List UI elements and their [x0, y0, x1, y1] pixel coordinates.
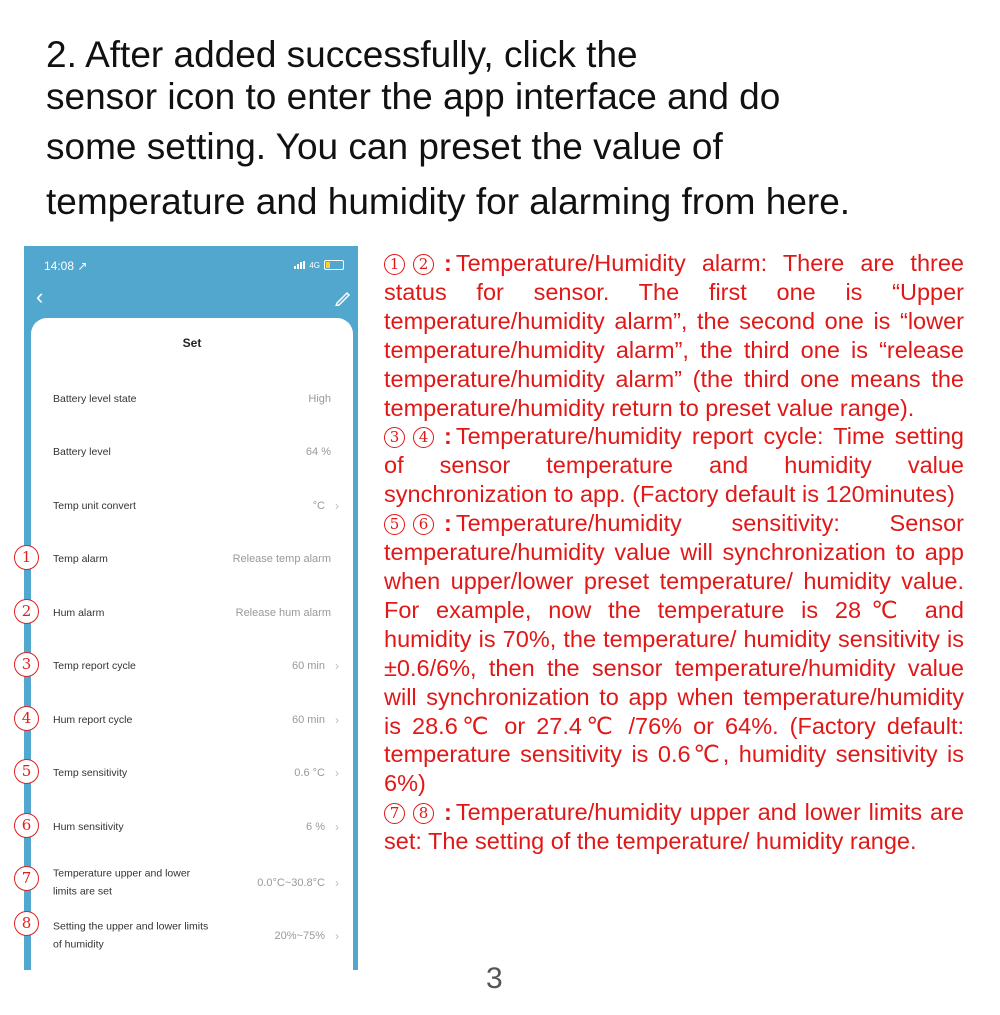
chevron-right-icon: › [335, 929, 339, 943]
page-number: 3 [486, 962, 503, 995]
number-badge: 6 [413, 514, 434, 535]
heading-line: some setting. You can preset the value of [46, 126, 723, 167]
chevron-right-icon: › [335, 766, 339, 780]
edit-icon[interactable] [334, 290, 352, 306]
signal-icon [294, 261, 305, 269]
explanation-body: Temperature/humidity report cycle: Time setting of sensor temperature and humidity value synchronization to app. (Factory default is 120minutes) [384, 423, 964, 508]
explanation-body: Temperature/Humidity alarm: There are three status for sensor. The first one is “Upper temperature/humidity alarm”, the second one is “lower temperature/humidity alarm”, the third one is “release temperature/humidity alarm” (the third one means the temperature/humidity return to preset value range). [384, 250, 964, 421]
setting-value: 60 min [291, 714, 325, 726]
marker-3: 3 [14, 652, 39, 677]
setting-label: Temp unit convert [53, 499, 136, 512]
setting-label: Temp report cycle [53, 659, 136, 672]
setting-row-battery-level-state[interactable] [31, 379, 353, 419]
setting-value: Release hum alarm [235, 607, 331, 619]
number-badge: 1 [384, 254, 405, 275]
setting-label: Temp alarm [53, 552, 108, 565]
chevron-right-icon: › [335, 499, 339, 513]
explanation-sensitivity: 5 6 : Temperature/humidity sensitivity: Sensor temperature/humidity value will synchronization to app when upper/lower preset temperature/ humidity value. For example, now the temperature is 28℃ and humidity is 70%, the temperature/ humidity sensitivity is ±0.6/6%, then the sensor temperature/humidity value will synchronization to app when temperature/humidity is 28.6℃ or 27.4℃ /76% or 64%. (Factory default: temperature sensitivity is 0.6℃, humidity sensitivity is 6%) [384, 510, 964, 797]
network-label: 4G [309, 260, 320, 270]
setting-label: Temp sensitivity [53, 766, 128, 779]
status-indicators [294, 260, 344, 270]
number-badge: 7 [384, 803, 405, 824]
heading-line: sensor icon to enter the app interface and do [46, 76, 781, 117]
setting-row-temp-sensitivity[interactable] [31, 753, 353, 793]
setting-row-temp-unit[interactable] [31, 486, 353, 526]
setting-value: 0.6 °C [294, 767, 325, 779]
setting-value: Release temp alarm [232, 553, 331, 565]
marker-7: 7 [14, 866, 39, 891]
setting-value: High [308, 393, 331, 405]
number-badge: 2 [413, 254, 434, 275]
chevron-right-icon: › [335, 820, 339, 834]
explanation-body: Temperature/humidity sensitivity: Sensor temperature/humidity value will synchronization to app when upper/lower preset temperature/ humidity value. For example, now the temperature is 28℃ and humidity is 70%, the temperature/ humidity sensitivity is ±0.6/6%, then the sensor temperature/humidity value will synchronization to app when temperature/humidity is 28.6℃ or 27.4℃ /76% or 64%. (Factory default: temperature sensitivity is 0.6℃, humidity sensitivity is 6%) [384, 510, 964, 797]
number-badge: 8 [413, 803, 434, 824]
marker-8: 8 [14, 911, 39, 936]
setting-row-hum-sensitivity[interactable] [31, 807, 353, 847]
setting-value: °C [312, 500, 325, 512]
setting-label: Battery level state [53, 392, 137, 405]
number-badge: 4 [413, 427, 434, 448]
explanation-limits: 7 8 : Temperature/humidity upper and lower limits are set: The setting of the temperature/ humidity range. [384, 799, 964, 855]
marker-2: 2 [14, 599, 39, 624]
setting-row-temp-alarm[interactable] [31, 539, 353, 579]
setting-row-temp-report-cycle[interactable] [31, 646, 353, 686]
explanation-report-cycle: 3 4 : Temperature/humidity report cycle: Time setting of sensor temperature and humidity value synchronization to app. (Factory default is 120minutes) [384, 423, 964, 508]
number-badge: 5 [384, 514, 405, 535]
back-button[interactable]: ‹ [36, 284, 44, 309]
setting-row-hum-report-cycle[interactable] [31, 700, 353, 740]
heading-line: temperature and humidity for alarming from here. [46, 181, 851, 222]
setting-label: Setting the upper and lower limits of humidity [53, 920, 209, 951]
marker-4: 4 [14, 706, 39, 731]
setting-label: Temperature upper and lower limits are set [53, 867, 191, 898]
chevron-right-icon: › [335, 713, 339, 727]
marker-1: 1 [14, 545, 39, 570]
setting-label: Hum report cycle [53, 713, 133, 726]
setting-label: Hum sensitivity [53, 820, 124, 833]
setting-label: Hum alarm [53, 606, 105, 619]
chevron-right-icon: › [335, 659, 339, 673]
explanation-text [384, 249, 964, 856]
phone-screenshot [24, 246, 358, 970]
setting-row-hum-limits[interactable] [31, 913, 353, 959]
setting-label: Battery level [53, 445, 111, 458]
chevron-right-icon: › [335, 876, 339, 890]
settings-card [31, 318, 353, 970]
setting-value: 0.0°C~30.8°C [257, 877, 325, 889]
setting-row-hum-alarm[interactable] [31, 593, 353, 633]
battery-icon [324, 260, 344, 270]
marker-6: 6 [14, 813, 39, 838]
setting-value: 20%~75% [274, 930, 325, 942]
number-badge: 3 [384, 427, 405, 448]
page-title: Set [182, 336, 202, 350]
setting-value: 60 min [291, 660, 325, 672]
setting-value: 6 % [306, 821, 325, 833]
heading-line: 2. After added successfully, click the [46, 34, 638, 75]
setting-value: 64 % [305, 446, 331, 458]
explanation-body: Temperature/humidity upper and lower limits are set: The setting of the temperature/ humidity range. [384, 799, 964, 855]
marker-5: 5 [14, 759, 39, 784]
setting-row-battery-level[interactable] [31, 432, 353, 472]
explanation-alarm: 1 2 : Temperature/Humidity alarm: There are three status for sensor. The first one is “Upper temperature/humidity alarm”, the second one is “lower temperature/humidity alarm”, the third one is “release temperature/humidity alarm” (the third one means the temperature/humidity return to preset value range). [384, 250, 964, 421]
setting-row-temp-limits[interactable] [31, 860, 353, 906]
status-time: 14:08 ↗ [44, 259, 88, 273]
